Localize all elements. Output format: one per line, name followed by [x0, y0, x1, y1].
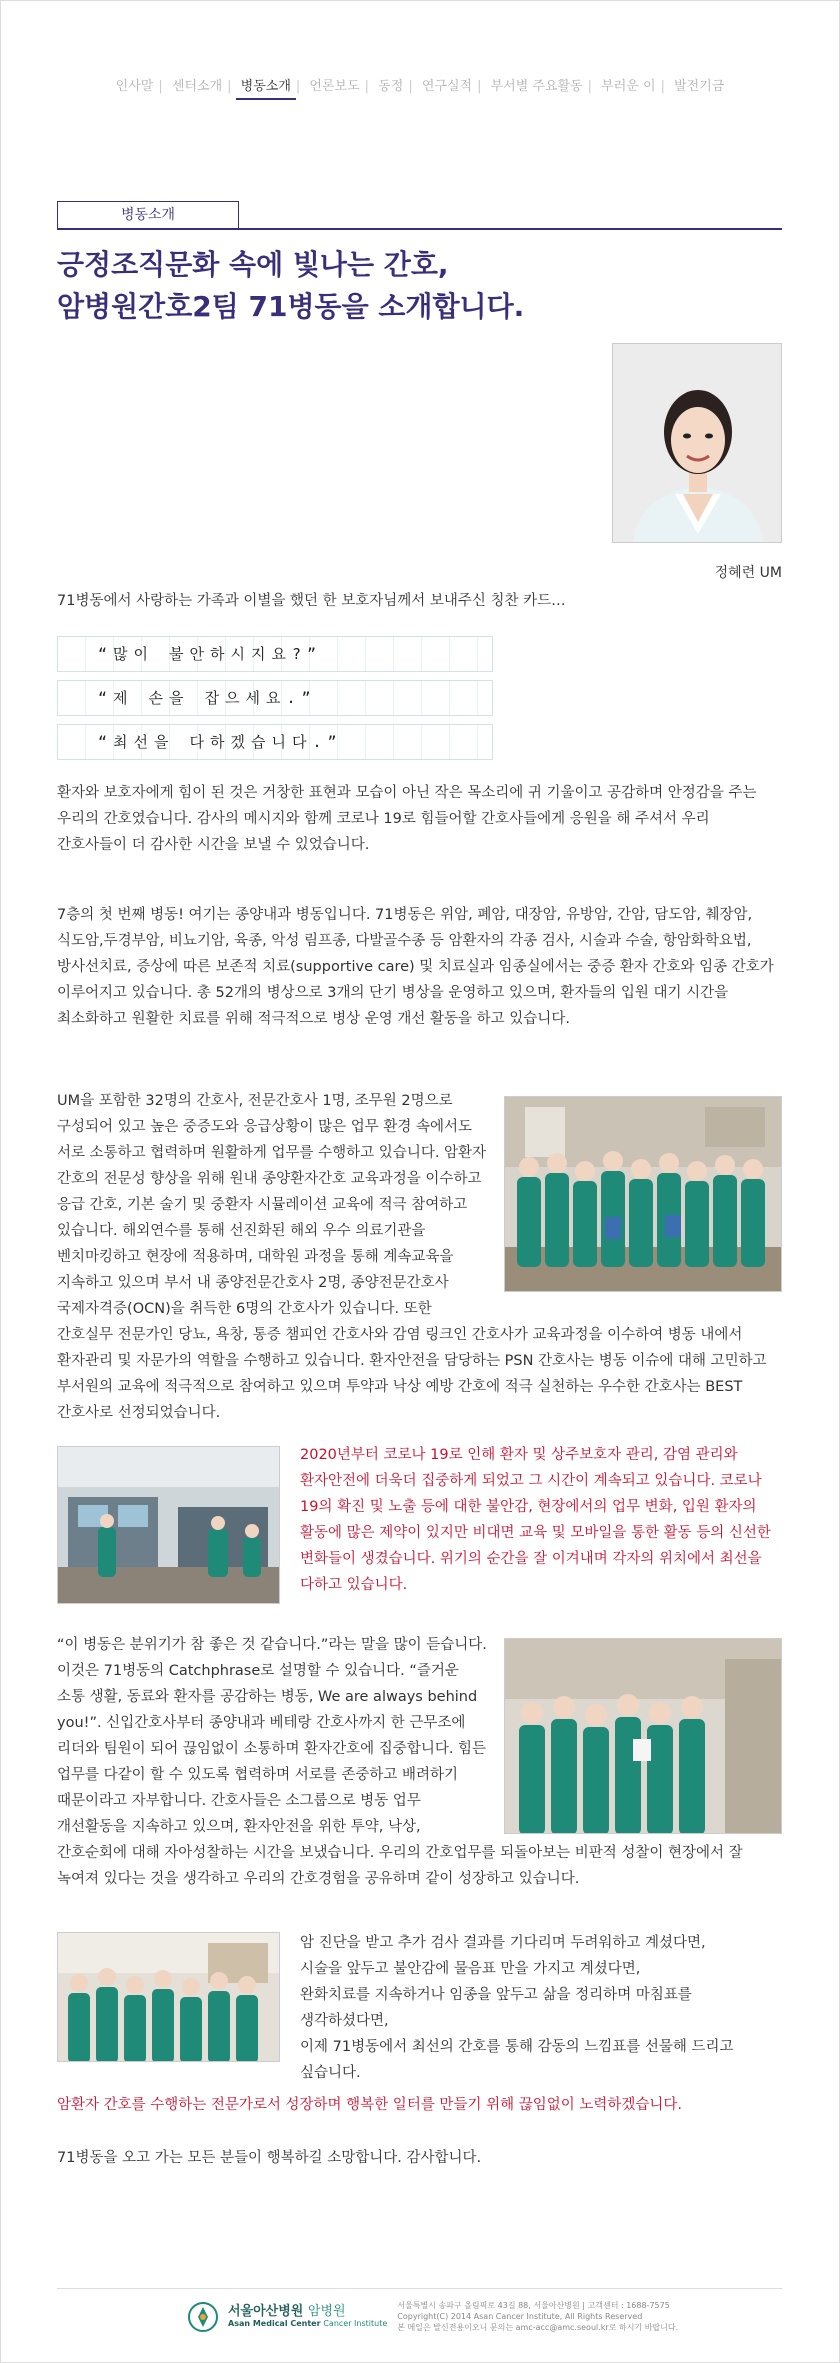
paragraph-3-block: [57, 1088, 782, 1426]
nav-item-ward[interactable]: 병동소개: [236, 75, 296, 100]
footer-sub-kr: 암병원: [307, 2304, 346, 2319]
team-photo-office: [57, 1932, 280, 2062]
nav-item-press[interactable]: 언론보도: [309, 79, 360, 94]
footer-logo[interactable]: [228, 2304, 387, 2329]
paragraph-4-block: [57, 1442, 782, 1608]
footer-info: 서울특별시 송파구 올림픽로 43길 88, 서울아산병원 | 고객센터 : 1688-7575 Copyright(C) 2014 Asan Cancer Institute, All Rights Reserved 본 메일은 발신전용이오니 문의는 amc-acc@amc.seoul.kr로 하시기 바랍니다.: [397, 2301, 679, 2332]
profile-name: 정혜련 UM: [714, 565, 782, 581]
paragraph-8: 71병동을 오고 가는 모든 분들이 행복하길 소망합니다. 감사합니다.: [57, 2150, 482, 2166]
category-tab: 병동소개: [57, 201, 239, 228]
nav-item-envy[interactable]: 부러운 이: [601, 79, 656, 94]
paragraph-2: 7층의 첫 번째 병동! 여기는 종양내과 병동입니다. 71병동은 위암, 폐암, 대장암, 유방암, 간암, 담도암, 췌장암, 식도암,두경부암, 비뇨기암, 육종, 악성 림프종, 다발골수종 등 암환자의 각종 검사, 시술과 수술, 항암화학요법, 방사선치료, 증상에 따른 보존적 치료(supportive care) 및 치료실과 임종실에서는 중증 환자 간호와 임종 간호가 이루어지고 있습니다. 총 52개의 병상으로 3개의 단기 병상을 운영하고 있으며, 환자들의 입원 대기 시간을 최소화하고 원활한 치료를 위해 적극적으로 병상 운영 개선 활동을 하고 있습니다.: [57, 907, 774, 1027]
team-photo-hallway: [504, 1638, 782, 1834]
paragraph-5: “이 병동은 분위기가 참 좋은 것 같습니다.”라는 말을 많이 듣습니다. 이것은 71병동의 Catchphrase로 설명할 수 있습니다. “즐거운 소통 생활, 동료와 환자를 공감하는 병동, We are always behind you!”. 신입간호사부터 종양내과 베테랑 간호사까지 한 근무조에 리더와 팀원이 되어 끊임없이 소통하며 환자간호에 집중합니다. 힘든 업무를 다같이 할 수 있도록 협력하며 서로를 존중하고 배려하기 때문이라고 자부합니다. 간호사들은 소그룹으로 병동 업무 개선활동을 지속하고 있으며, 환자안전을 위한 투약, 낙상, 간호순회에 대해 자아성찰하는 시간을 보냈습니다. 우리의 간호업무를 되돌아보는 비판적 성찰이 현장에서 잘 녹여져 있다는 것을 생각하고 우리의 간호경험을 공유하며 같이 성장하고 있습니다.: [57, 1637, 743, 1887]
paragraph-7: 암환자 간호를 수행하는 전문가로서 성장하며 행복한 일터를 만들기 위해 끊임없이 노력하겠습니다.: [57, 2097, 682, 2113]
nav-item-greeting[interactable]: 인사말: [115, 79, 154, 94]
paragraph-5-block: [57, 1632, 782, 1892]
nav-item-activities[interactable]: 부서별 주요활동: [490, 79, 583, 94]
paragraph-4: 2020년부터 코로나 19로 인해 환자 및 상주보호자 관리, 감염 관리와 환자안전에 더욱더 집중하게 되었고 그 시간이 계속되고 있습니다. 코로나 19의 확진 및 노출 등에 대한 불안감, 현장에서의 업무 변화, 입원 환자의 활동에 많은 제약이 있지만 비대면 교육 및 모바일을 통한 활동 등의 신선한 변화들이 생겼습니다. 위기의 순간을 잘 이겨내며 각자의 위치에서 최선을 다하고 있습니다.: [300, 1447, 771, 1593]
footer-sub-en: Cancer Institute: [323, 2319, 388, 2328]
footer-logo-en: Asan Medical Center: [228, 2319, 321, 2328]
paragraph-6: 암 진단을 받고 추가 검사 결과를 기다리며 두려워하고 계셨다면, 시술을 앞두고 불안감에 물음표 만을 가지고 계셨다면, 완화치료를 지속하거나 임종을 앞두고 삶을 정리하며 마침표를 생각하셨다면, 이제 71병동에서 최선의 간호를 통해 감동의 느낌표를 선물해 드리고 싶습니다.: [300, 1935, 734, 2081]
praise-card-line-1: “많이 불안하시지요?”: [57, 636, 493, 672]
praise-card-line-2: “제 손을 잡으세요.”: [57, 680, 493, 716]
category-divider: [57, 228, 782, 230]
nav-item-research[interactable]: 연구실적: [421, 79, 473, 94]
page-title: 긍정조직문화 속에 빛나는 간호, 암병원간호2팀 71병동을 소개합니다.: [57, 248, 525, 323]
footer-logo-kr: 서울아산병원: [228, 2304, 304, 2319]
nav-item-fund[interactable]: 발전기금: [674, 79, 725, 94]
hospital-logo-icon: [188, 2302, 218, 2332]
ward-photo-covid: [57, 1446, 280, 1604]
top-nav: 인사말 | 센터소개 | 병동소개 | 언론보도 | 동정 | 연구실적 | 부서별 주요활동 | 부러운 이 | 발전기금: [0, 75, 840, 100]
intro-text: 71병동에서 사랑하는 가족과 이별을 했던 한 보호자님께서 보내주신 칭찬 카드…: [57, 593, 566, 609]
nav-item-center[interactable]: 센터소개: [171, 79, 223, 94]
footer-divider: [57, 2288, 782, 2289]
profile-photo: [612, 343, 782, 543]
nav-item-news[interactable]: 동정: [378, 79, 404, 94]
footer: [188, 2300, 678, 2333]
paragraph-1: 환자와 보호자에게 힘이 된 것은 거창한 표현과 모습이 아닌 작은 목소리에 귀 기울이고 공감하며 안정감을 주는 우리의 간호였습니다. 감사의 메시지와 함께 코로나 19로 힘들어할 간호사들에게 응원을 해 주셔서 우리 간호사들이 더 감사한 시간을 보낼 수 있었습니다.: [57, 785, 757, 853]
team-photo-station: [504, 1096, 782, 1292]
praise-card-line-3: “최선을 다하겠습니다.”: [57, 724, 493, 760]
paragraph-3: UM을 포함한 32명의 간호사, 전문간호사 1명, 조무원 2명으로 구성되어 있고 높은 중증도와 응급상황이 많은 업무 환경 속에서도 서로 소통하고 협력하며 원활하게 업무를 수행하고 있습니다. 암환자 간호의 전문성 향상을 위해 원내 종양환자간호 교육과정을 이수하고 응급 간호, 기본 술기 및 중환자 시뮬레이션 교육에 적극 참여하고 있습니다. 해외연수를 통해 선진화된 해외 우수 의료기관을 벤치마킹하고 현장에 적용하며, 대학원 과정을 통해 계속교육을 지속하고 있으며 부서 내 종양전문간호사 2명, 종양전문간호사 국제자격증(OCN)을 취득한 6명의 간호사가 있습니다. 또한 간호실무 전문가인 당뇨, 욕창, 통증 챔피언 간호사와 감염 링크인 간호사가 교육과정을 이수하여 병동 내에서 환자관리 및 자문가의 역할을 수행하고 있습니다. 환자안전을 담당하는 PSN 간호사는 병동 이슈에 대해 고민하고 부서원의 교육에 적극적으로 참여하고 있으며 투약과 낙상 예방 간호에 적극 실천하는 우수한 간호사는 BEST 간호사로 선정되었습니다.: [57, 1093, 767, 1421]
